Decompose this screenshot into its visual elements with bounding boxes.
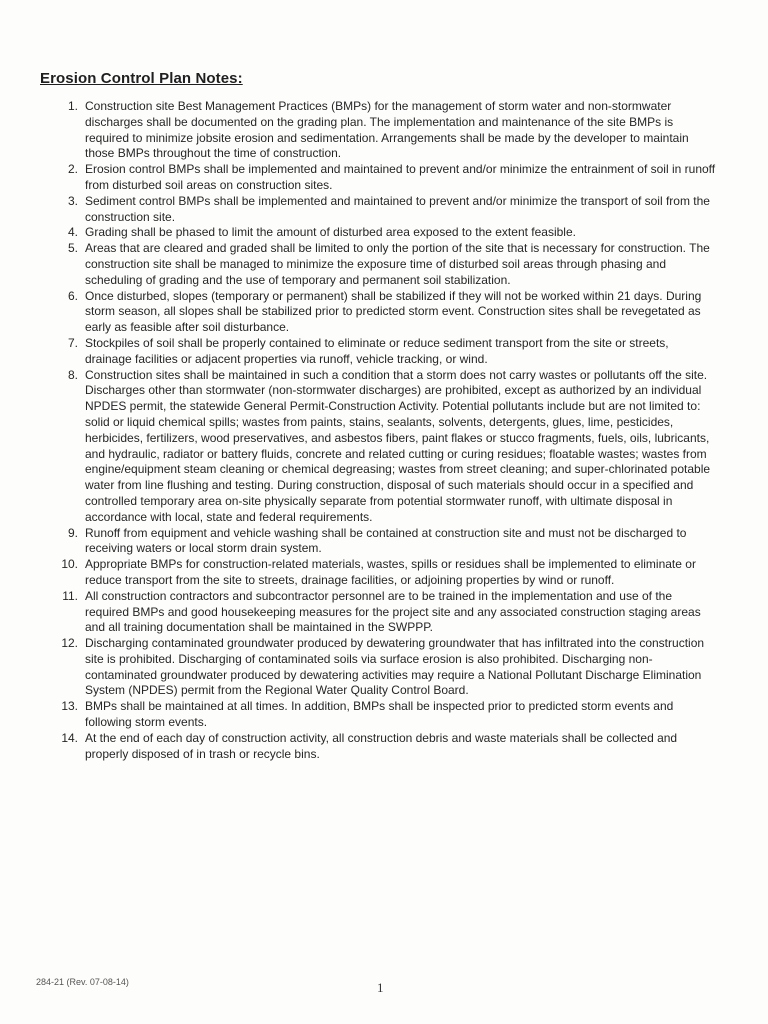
note-number: 13.	[61, 699, 78, 714]
note-item	[52, 636, 718, 699]
document-title: Erosion Control Plan Notes:	[40, 70, 243, 87]
note-text: Sediment control BMPs shall be implemented and maintained to prevent and/or minimize the transport of soil from the construction site.	[85, 193, 710, 224]
form-revision-code: 284-21 (Rev. 07-08-14)	[36, 977, 129, 987]
note-text: Grading shall be phased to limit the amount of disturbed area exposed to the extent feasible.	[85, 225, 576, 240]
note-text: Construction sites shall be maintained in such a condition that a storm does not carry wastes or pollutants off the site. Discharges other than stormwater (non-stormwater discharges) are prohibited, except as authorized by an individual NPDES permit, the statewide General Permit-Construction Activity. Potential pollutants include but are not limited to: solid or liquid chemical spills; wastes from paints, stains, sealants, solvents, detergents, glues, lime, pesticides, herbicides, fertilizers, wood preservatives, and asbestos fibers, paint flakes or stucco fragments, fuels, oils, lubricants, and hydraulic, radiator or battery fluids, concrete and related cutting or curing residues; floatable wastes; wastes from engine/equipment steam cleaning or chemical degreasing; wastes from street cleaning; and super-chlorinated potable water from line flushing and testing. During construction, disposal of such materials should occur in a specified and controlled temporary area on-site physically separate from potential stormwater runoff, with ultimate disposal in accordance with local, state and federal requirements.	[85, 367, 711, 524]
note-item	[52, 241, 718, 288]
note-item	[52, 225, 718, 241]
note-text: Stockpiles of soil shall be properly contained to eliminate or reduce sediment transport from the site or streets, drainage facilities or adjacent properties via runoff, vehicle tracking, or wind.	[85, 335, 669, 366]
note-text: Areas that are cleared and graded shall be limited to only the portion of the site that is necessary for construction. The construction site shall be managed to minimize the exposure time of disturbed soil areas through phasing and scheduling of grading and the use of temporary and permanent soil stabilization.	[85, 241, 710, 287]
note-text: Construction site Best Management Practices (BMPs) for the management of storm water and non-stormwater discharges shall be documented on the grading plan. The implementation and maintenance of the site BMPs is required to minimize jobsite erosion and sedimentation. Arrangements shall be made by the developer to maintain those BMPs throughout the time of construction.	[85, 99, 689, 161]
note-item	[52, 589, 718, 636]
note-text: At the end of each day of construction activity, all construction debris and waste materials shall be collected and properly disposed of in trash or recycle bins.	[85, 730, 678, 761]
note-text: BMPs shall be maintained at all times. In addition, BMPs shall be inspected prior to predicted storm events and following storm events.	[85, 699, 674, 730]
page-number: 1	[377, 980, 384, 995]
note-number: 8.	[67, 367, 78, 382]
note-number: 2.	[67, 162, 78, 177]
note-item	[52, 336, 718, 368]
note-number: 11.	[62, 588, 78, 603]
notes-list	[52, 99, 718, 762]
note-item	[52, 526, 718, 558]
note-number: 9.	[67, 525, 78, 540]
note-text: All construction contractors and subcontractor personnel are to be trained in the implementation and use of the required BMPs and good housekeeping measures for the project site and any associated construction staging areas and all training documentation shall be maintained in the SWPPP.	[85, 588, 701, 635]
note-text: Erosion control BMPs shall be implemented and maintained to prevent and/or minimize the entrainment of soil in runoff from disturbed soil areas on construction sites.	[85, 162, 716, 192]
note-number: 6.	[67, 288, 78, 303]
note-number: 5.	[67, 241, 78, 256]
note-item	[52, 162, 718, 194]
note-item	[52, 731, 718, 763]
note-item	[52, 699, 718, 731]
note-item	[52, 289, 718, 336]
note-number: 4.	[67, 225, 78, 240]
note-text: Appropriate BMPs for construction-related materials, wastes, spills or residues shall be implemented to eliminate or reduce transport from the site to streets, drainage facilities, or adjoining properties by wind or runoff.	[85, 557, 696, 587]
note-number: 1.	[67, 99, 78, 113]
note-number: 14.	[61, 730, 78, 745]
note-number: 3.	[67, 193, 78, 208]
note-item	[52, 99, 718, 162]
note-text: Once disturbed, slopes (temporary or permanent) shall be stabilized if they will not be worked within 21 days. During storm season, all slopes shall be stabilized prior to predicted storm event. Construction sites shall be revegetated as early as feasible after soil disturbance.	[85, 288, 702, 335]
note-text: Runoff from equipment and vehicle washing shall be contained at construction site and must not be discharged to receiving waters or local storm drain system.	[85, 525, 687, 556]
note-number: 7.	[67, 335, 78, 350]
note-text: Discharging contaminated groundwater produced by dewatering groundwater that has infiltrated into the construction site is prohibited. Discharging of contaminated soils via surface erosion is also prohibited. Discharging non-contaminated groundwater produced by dewatering activities may require a National Pollutant Discharge Elimination System (NPDES) permit from the Regional Water Quality Control Board.	[85, 636, 705, 698]
note-item	[52, 368, 718, 526]
note-item	[52, 194, 718, 226]
note-item	[52, 557, 718, 589]
note-number: 10.	[61, 557, 78, 572]
note-number: 12.	[61, 636, 78, 651]
